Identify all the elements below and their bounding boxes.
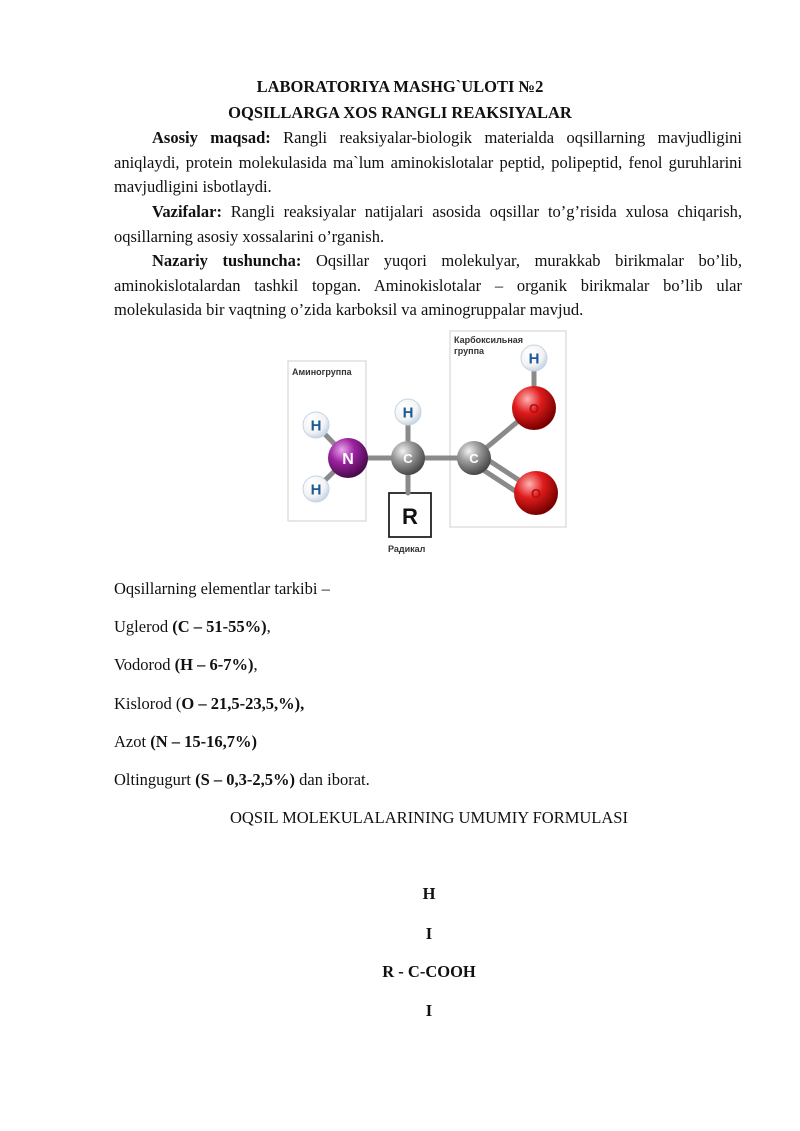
radical-symbol: R xyxy=(402,504,418,529)
nitrogen-atom xyxy=(328,438,368,478)
tasks-text: Rangli reaksiyalar natijalari asosida oqsillar to’g’risida xulosa chiqarish, oqsillarning asosiy xossalarini o’rganish. xyxy=(114,202,742,246)
purpose-text: Rangli reaksiyalar-biologik materialda oqsillarning mavjudligini aniqlaydi, protein molekulasida ma`lum aminokislotalar peptid, polipeptid, fenol guruhlarini mavjudligini isbotlaydi. xyxy=(114,128,742,196)
hydrogen-atom-amino-bottom xyxy=(303,476,329,502)
element-line-oxygen: Kislorod (O – 21,5-23,5,%), xyxy=(114,694,305,713)
hydrogen-atom-carboxyl xyxy=(521,345,547,371)
carboxyl-carbon-atom xyxy=(457,441,491,475)
amino-group-label: Аминогруппа xyxy=(292,367,352,377)
elements-intro: Oqsillarning elementlar tarkibi – xyxy=(114,579,330,598)
alpha-carbon-atom xyxy=(391,441,425,475)
lab-title: LABORATORIYA MASHG`ULOTI №2 xyxy=(256,77,544,96)
lab-subtitle: OQSILLARGA XOS RANGLI REAKSIYALAR xyxy=(228,103,572,122)
formula-main: R - C-COOH xyxy=(382,962,476,981)
radical-label: Радикал xyxy=(388,544,426,554)
theory-label: Nazariy tushuncha: xyxy=(152,251,302,270)
svg-text:H: H xyxy=(310,481,322,499)
purpose-label: Asosiy maqsad: xyxy=(152,128,271,147)
element-line-carbon: Uglerod (C – 51-55%), xyxy=(114,617,271,636)
hydrogen-atom-amino-top xyxy=(303,412,329,438)
formula-heading: OQSIL MOLEKULALARINING UMUMIY FORMULASI xyxy=(230,808,628,827)
svg-text:H: H xyxy=(402,404,414,422)
oxygen-atom-hydroxyl xyxy=(512,386,556,430)
element-line-sulfur: Oltingugurt (S – 0,3-2,5%) dan iborat. xyxy=(114,770,370,789)
carboxyl-group-label-line1: Карбоксильная xyxy=(454,335,524,345)
paragraph-purpose xyxy=(114,126,742,200)
formula-bond-bottom: I xyxy=(425,1001,433,1020)
theory-text: Oqsillar yuqori molekulyar, murakkab birikmalar bo’lib, aminokislotalardan tashkil topgan. Aminokislotalar – organik birikmalar bo’lib ular molekulasida bir vaqtning o’zida karboksil va aminogruppalar mavjud. xyxy=(114,251,742,319)
svg-text:O: O xyxy=(530,486,542,501)
formula-top-h: H xyxy=(422,884,436,903)
svg-text:C: C xyxy=(403,451,413,466)
paragraph-tasks xyxy=(114,200,742,249)
amino-acid-diagram xyxy=(286,328,576,560)
carboxyl-group-label-line2: группа xyxy=(454,346,485,356)
hydrogen-atom-alpha xyxy=(395,399,421,425)
svg-text:H: H xyxy=(528,350,540,368)
formula-bond-top: I xyxy=(425,924,433,943)
element-line-hydrogen: Vodorod (H – 6-7%), xyxy=(114,655,258,674)
svg-text:N: N xyxy=(342,451,354,468)
svg-text:H: H xyxy=(310,417,322,435)
paragraph-theory xyxy=(114,249,742,323)
svg-text:C: C xyxy=(469,451,479,466)
tasks-label: Vazifalar: xyxy=(152,202,222,221)
svg-text:O: O xyxy=(528,401,540,416)
oxygen-atom-carbonyl xyxy=(514,471,558,515)
element-line-nitrogen: Azot (N – 15-16,7%) xyxy=(114,732,257,751)
